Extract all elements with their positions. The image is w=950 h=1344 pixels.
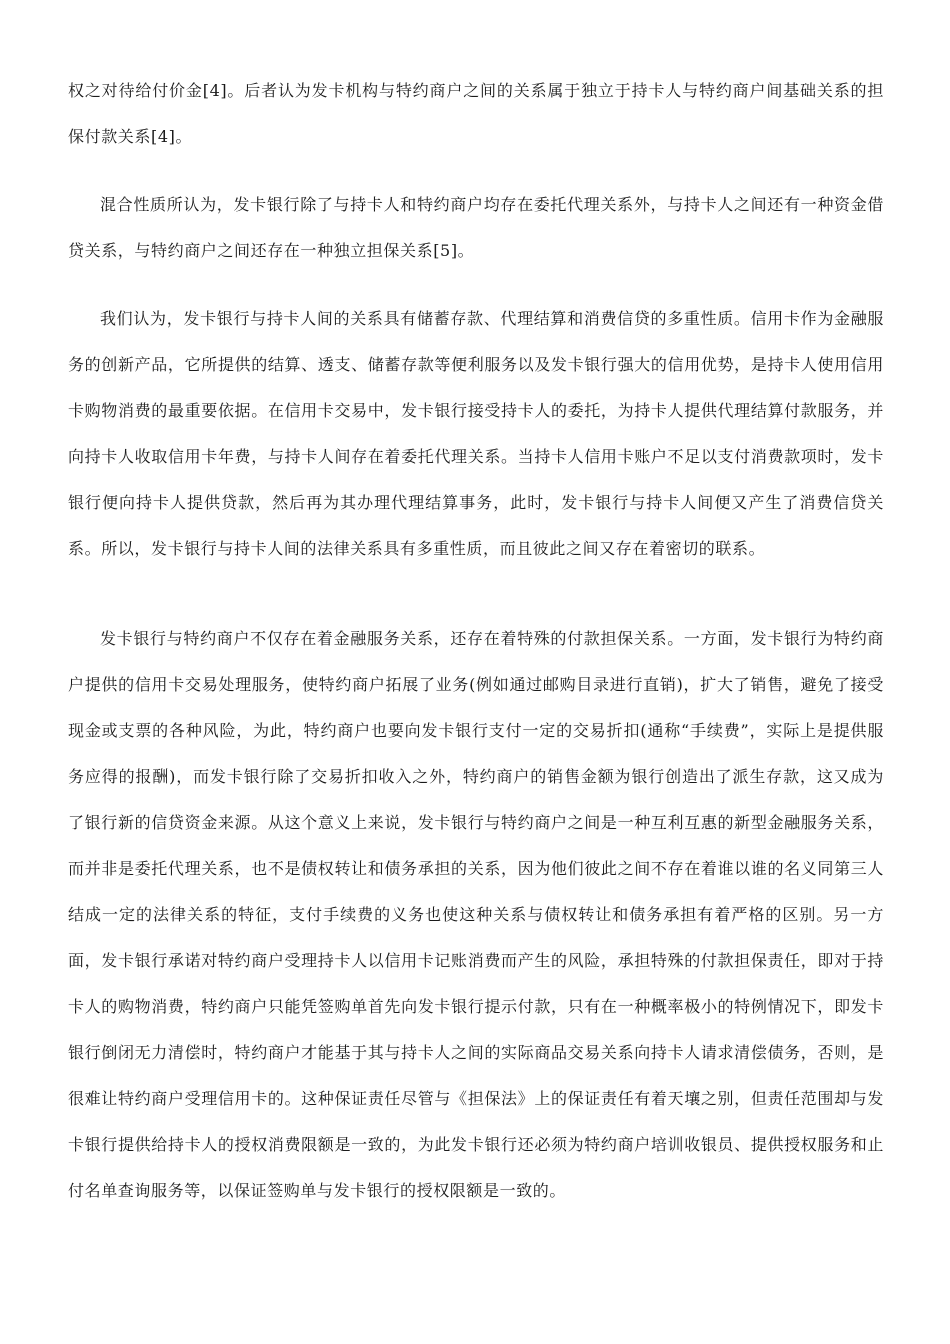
paragraph-cardholder-relation — [68, 296, 884, 572]
paragraph-merchant-relation — [68, 616, 884, 1214]
paragraph-text: 发卡银行与特约商户不仅存在着金融服务关系，还存在着特殊的付款担保关系。一方面，发卡银行为特约商户提供的信用卡交易处理服务，使特约商户拓展了业务(例如通过邮购目录进行直销)，扩大了销售，避免了接受现金或支票的各种风险，为此，特约商户也要向发卡银行支付一定的交易折扣(通称“手续费”，实际上是提供服务应得的报酬)，而发卡银行除了交易折扣收入之外，特约商户的销售金额为银行创造出了派生存款，这又成为了银行新的信贷资金来源。从这个意义上来说，发卡银行与特约商户之间是一种互利互惠的新型金融服务关系，而并非是委托代理关系，也不是债权转让和债务承担的关系，因为他们彼此之间不存在着谁以谁的名义同第三人结成一定的法律关系的特征，支付手续费的义务也使这种关系与债权转让和债务承担有着严格的区别。另一方面，发卡银行承诺对特约商户受理持卡人以信用卡记账消费而产生的风险，承担特殊的付款担保责任，即对于持卡人的购物消费，特约商户只能凭签购单首先向发卡银行提示付款，只有在一种概率极小的特例情况下，即发卡银行倒闭无力清偿时，特约商户才能基于其与持卡人之间的实际商品交易关系向持卡人请求清偿债务，否则，是很难让特约商户受理信用卡的。这种保证责任尽管与《担保法》上的保证责任有着天壤之别，但责任范围却与发卡银行提供给持卡人的授权消费限额是一致的，为此发卡银行还必须为特约商户培训收银员、提供授权服务和止付名单查询服务等，以保证签购单与发卡银行的授权限额是一致的。 — [68, 629, 884, 1200]
paragraph-text: 我们认为，发卡银行与持卡人间的关系具有储蓄存款、代理结算和消费信贷的多重性质。信用卡作为金融服务的创新产品，它所提供的结算、透支、储蓄存款等便利服务以及发卡银行强大的信用优势，是持卡人使用信用卡购物消费的最重要依据。在信用卡交易中，发卡银行接受持卡人的委托，为持卡人提供代理结算付款服务，并向持卡人收取信用卡年费，与持卡人间存在着委托代理关系。当持卡人信用卡账户不足以支付消费款项时，发卡银行便向持卡人提供贷款，然后再为其办理代理结算事务，此时，发卡银行与持卡人间便又产生了消费信贷关系。所以，发卡银行与持卡人间的法律关系具有多重性质，而且彼此之间又存在着密切的联系。 — [68, 309, 884, 558]
paragraph-text: 混合性质所认为，发卡银行除了与持卡人和特约商户均存在委托代理关系外，与持卡人之间还有一种资金借贷关系，与特约商户之间还存在一种独立担保关系[5]。 — [68, 195, 884, 260]
paragraph-continuation — [68, 68, 884, 160]
paragraph-text: 权之对待给付价金[4]。后者认为发卡机构与特约商户之间的关系属于独立于持卡人与特约商户间基础关系的担保付款关系[4]。 — [68, 81, 884, 146]
paragraph-mixed-nature — [68, 182, 884, 274]
